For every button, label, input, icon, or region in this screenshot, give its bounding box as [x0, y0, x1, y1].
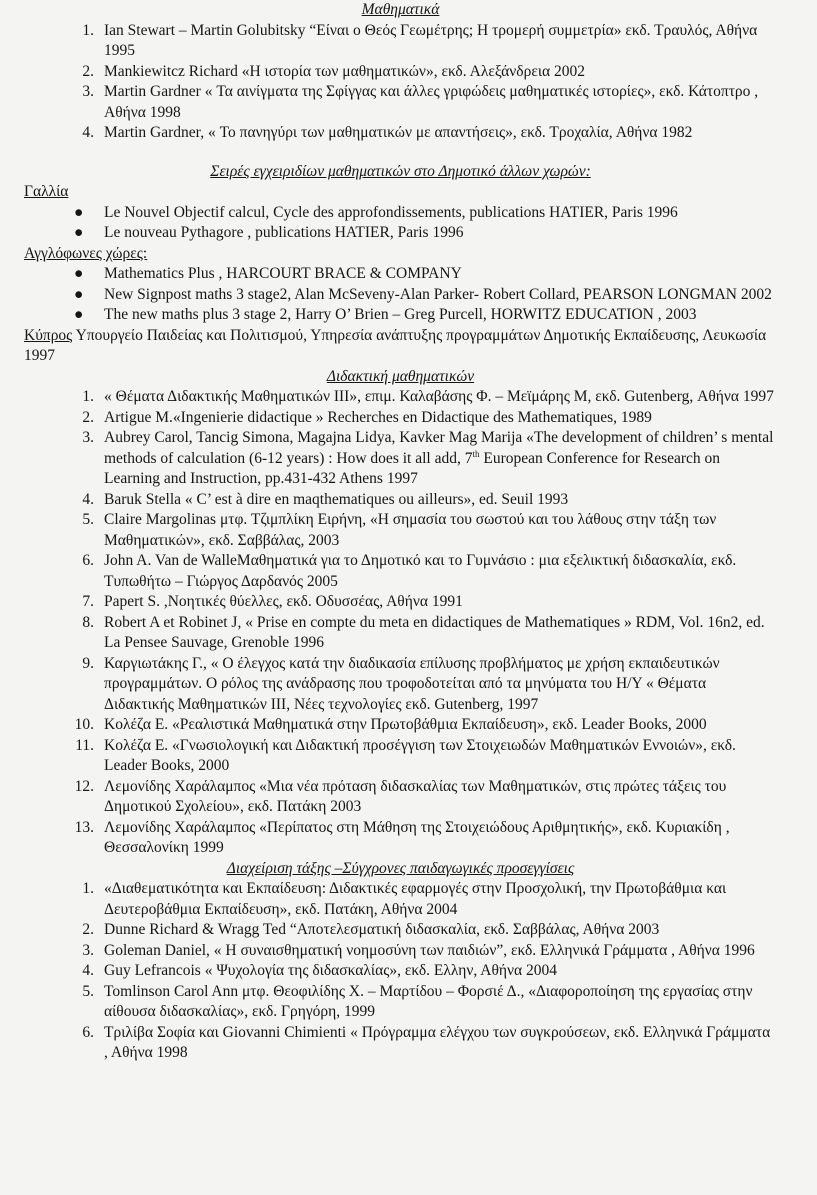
- list-item: [24, 879, 777, 920]
- section-heading-classroom: Διαχείριση τάξης –Σύγχρονες παιδαγωγικές προσεγγίσεις: [226, 859, 575, 877]
- item-number: 5.: [82, 511, 94, 528]
- item-number: 7.: [82, 593, 94, 610]
- list-item: [24, 510, 777, 551]
- item-text: Le Nouvel Objectif calcul, Cycle des approfondissements, publications HATIER, Paris 1996: [104, 203, 678, 221]
- item-text: John A. Van de WalleΜαθηματικά για το Δημοτικό και το Γυμνάσιο : μια εξελικτική διδασκαλία, εκδ. Τυπωθήτω – Γιώργος Δαρδανός 2005: [104, 552, 737, 590]
- item-text: Baruk Stella « C’ est à dire en maqthematiques ou ailleurs», ed. Seuil 1993: [104, 490, 569, 508]
- cyprus-text: Υπουργείο Παιδείας και Πολιτισμού, Υπηρεσία ανάπτυξης προγραμμάτων Δημοτικής Εκπαίδευσης, Λευκωσία 1997: [24, 326, 767, 364]
- item-text: Martin Gardner, « Το πανηγύρι των μαθηματικών με απαντήσεις», εκδ. Τροχαλία, Αθήνα 1982: [104, 124, 693, 141]
- list-item: [24, 62, 777, 83]
- item-number: 4.: [82, 124, 94, 141]
- item-text: Λεμονίδης Χαράλαμπος «Περίπατος στη Μάθηση της Στοιχειώδους Αριθμητικής», εκδ. Κυριακίδη , Θεσσαλονίκη 1999: [104, 818, 730, 856]
- item-number: 9.: [82, 654, 94, 672]
- math-list: [24, 21, 777, 144]
- section-heading-didactics: Διδακτική μαθηματικών: [326, 367, 475, 385]
- item-number: 8.: [82, 613, 94, 631]
- item-text: Artigue M.«Ingenierie didactique » Recherches en Didactique des Mathematiques, 1989: [104, 408, 652, 426]
- cyprus-paragraph: [24, 326, 777, 367]
- france-label: Γαλλία: [24, 183, 69, 200]
- item-text: Κολέζα Ε. «Γνωσιολογική και Διδακτική προσέγγιση των Στοιχειωδών Μαθηματικών Εννοιών», εκδ. Leader Books, 2000: [104, 736, 736, 774]
- list-item: [24, 920, 777, 941]
- item-text: New Signpost maths 3 stage2, Alan McSeveny-Alan Parker- Robert Collard, PEARSON LONGMAN 2002: [104, 285, 772, 303]
- list-item: [24, 961, 777, 982]
- list-item: [24, 82, 777, 123]
- item-number: 10.: [74, 716, 94, 733]
- item-text: The new maths plus 3 stage 2, Harry O’ Brien – Greg Purcell, HORWITZ EDUCATION , 2003: [104, 306, 697, 323]
- item-number: 11.: [75, 736, 94, 754]
- item-text: Robert A et Robinet J, « Prise en compte du meta en didactiques de Mathematiques » RDM, Vol. 16n2, ed. La Pensee Sauvage, Grenoble 1996: [104, 613, 765, 651]
- list-item: [24, 387, 777, 408]
- list-item: [24, 21, 777, 62]
- item-text: Goleman Daniel, « Η συναισθηματική νοημοσύνη των παιδιών”, εκδ. Ελληνικά Γράμματα , Αθήνα 1996: [104, 941, 755, 959]
- list-item: [24, 285, 777, 306]
- item-text-part: European Conference for Research on Learning and Instruction, pp.431-432 Athens 1997: [104, 449, 721, 487]
- english-list: [24, 264, 777, 326]
- item-text: Mathematics Plus , HARCOURT BRACE & COMPANY: [104, 265, 462, 282]
- item-text-part: Aubrey Carol, Tancig Simona, Magajna Lidya, Kavker Mag Marija «The development of children’ s mental methods of calculation (6-12 years) : How does it all add, 7: [104, 429, 774, 467]
- classroom-list: [24, 879, 777, 1064]
- item-number: 6.: [82, 1023, 94, 1041]
- list-item: [24, 654, 777, 716]
- item-text: Λεμονίδης Χαράλαμπος «Μια νέα πρόταση διδασκαλίας των Μαθηματικών, στις πρώτες τάξεις του Δημοτικού Σχολείου», εκδ. Πατάκη 2003: [104, 777, 727, 815]
- item-number: 4.: [82, 490, 94, 508]
- list-item: [24, 592, 777, 613]
- bullet-icon: ●: [74, 306, 84, 323]
- list-item: [24, 1023, 777, 1064]
- item-text: « Θέματα Διδακτικής Μαθηματικών ΙΙΙ», επιμ. Καλαβάσης Φ. – Μεϊμάρης Μ, εκδ. Gutenberg, Αθήνα 1997: [104, 388, 774, 405]
- item-text: Tomlinson Carol Ann μτφ. Θεοφιλίδης Χ. – Μαρτίδου – Φορσιέ Δ., «Διαφοροποίηση της εργασίας στην αίθουσα διδασκαλίας», εκδ. Γρηγόρη, 1999: [104, 982, 753, 1020]
- list-item: [24, 613, 777, 654]
- list-item: [24, 123, 777, 144]
- item-text: Le nouveau Pythagore , publications HATIER, Paris 1996: [104, 224, 464, 241]
- item-text: «Διαθεματικότητα και Εκπαίδευση: Διδακτικές εφαρμογές στην Προσχολική, την Πρωτοβάθμια και Δευτεροβάθμια Εκπαίδευση», εκδ. Πατάκη, Αθήνα 2004: [104, 880, 727, 918]
- section-heading-math: Μαθηματικά: [361, 1, 440, 18]
- item-number: 1.: [82, 388, 94, 405]
- list-item: [24, 551, 777, 592]
- list-item: [24, 305, 777, 326]
- english-label: Αγγλόφωνες χώρες:: [24, 244, 148, 262]
- item-number: 1.: [82, 21, 94, 39]
- list-item: [24, 777, 777, 818]
- item-text: Guy Lefrancois « Ψυχολογία της διδασκαλίας», εκδ. Ελλην, Αθήνα 2004: [104, 962, 557, 979]
- list-item: [24, 223, 777, 244]
- superscript: th: [472, 448, 480, 459]
- bullet-icon: ●: [74, 203, 84, 221]
- list-item: [24, 203, 777, 224]
- item-text: Papert S. ,Νοητικές θύελλες, εκδ. Οδυσσέας, Αθήνα 1991: [104, 593, 463, 610]
- item-text: Τριλίβα Σοφία και Giovanni Chimienti « Πρόγραμμα ελέγχου των συγκρούσεων, εκδ. Ελληνικά Γράμματα , Αθήνα 1998: [104, 1023, 771, 1061]
- list-item: [24, 490, 777, 511]
- didactics-list: [24, 387, 777, 859]
- bullet-icon: ●: [74, 285, 84, 303]
- list-item: [24, 818, 777, 859]
- item-text: Claire Margolinas μτφ. Τζιμπλίκη Ειρήνη, «Η σημασία του σωστού και του λάθους στην τάξη των Μαθηματικών», εκδ. Σαββάλας, 2003: [104, 511, 717, 549]
- france-list: [24, 203, 777, 244]
- list-item: [24, 736, 777, 777]
- item-number: 2.: [82, 921, 94, 938]
- list-item: [24, 715, 777, 736]
- subheading-france: [24, 182, 777, 203]
- item-number: 3.: [82, 83, 94, 100]
- item-number: 3.: [82, 429, 94, 446]
- subheading-english: [24, 244, 777, 265]
- bullet-icon: ●: [74, 265, 84, 282]
- cyprus-label: Κύπρος: [24, 326, 73, 344]
- item-text: Mankiewitcz Richard «Η ιστορία των μαθηματικών», εκδ. Αλεξάνδρεια 2002: [104, 62, 586, 80]
- item-number: 5.: [82, 982, 94, 1000]
- item-number: 13.: [74, 818, 94, 836]
- item-text: Ian Stewart – Martin Golubitsky “Είναι ο Θεός Γεωμέτρης; Η τρομερή συμμετρία» εκδ. Τραυλός, Αθήνα 1995: [104, 21, 758, 59]
- section-heading-series: Σειρές εγχειριδίων μαθηματικών στο Δημοτικό άλλων χωρών:: [210, 162, 591, 180]
- item-text: Dunne Richard & Wragg Ted “Αποτελεσματική διδασκαλία, εκδ. Σαββάλας, Αθήνα 2003: [104, 921, 660, 938]
- list-item: [24, 941, 777, 962]
- item-number: 6.: [82, 552, 94, 569]
- bullet-icon: ●: [74, 224, 84, 241]
- item-text: Καργιωτάκης Γ., « Ο έλεγχος κατά την διαδικασία επίλυσης προβλήματος με χρήση εκπαιδευτικών προγραμμάτων. Ο ρόλος της ανάδρασης που τροφοδοτείται από τα μηνύματα του Η/Υ « Θέματα Διδακτικής Μαθηματικών ΙΙΙ, Νέες τεχνολογίες εκδ. Gutenberg, 1997: [104, 654, 720, 713]
- list-item: [24, 428, 777, 490]
- item-number: 3.: [82, 941, 94, 959]
- list-item: [24, 982, 777, 1023]
- item-number: 4.: [82, 962, 94, 979]
- item-number: 2.: [82, 62, 94, 80]
- item-number: 1.: [82, 880, 94, 897]
- list-item: [24, 408, 777, 429]
- item-text: Κολέζα Ε. «Ρεαλιστικά Μαθηματικά στην Πρωτοβάθμια Εκπαίδευση», εκδ. Leader Books, 2000: [104, 716, 707, 733]
- list-item: [24, 264, 777, 285]
- item-text: Martin Gardner « Τα αινίγματα της Σφίγγας και άλλες γριφώδεις μαθηματικές ιστορίες», εκδ. Κάτοπτρο , Αθήνα 1998: [104, 83, 759, 121]
- item-number: 2.: [82, 408, 94, 426]
- item-number: 12.: [74, 777, 94, 795]
